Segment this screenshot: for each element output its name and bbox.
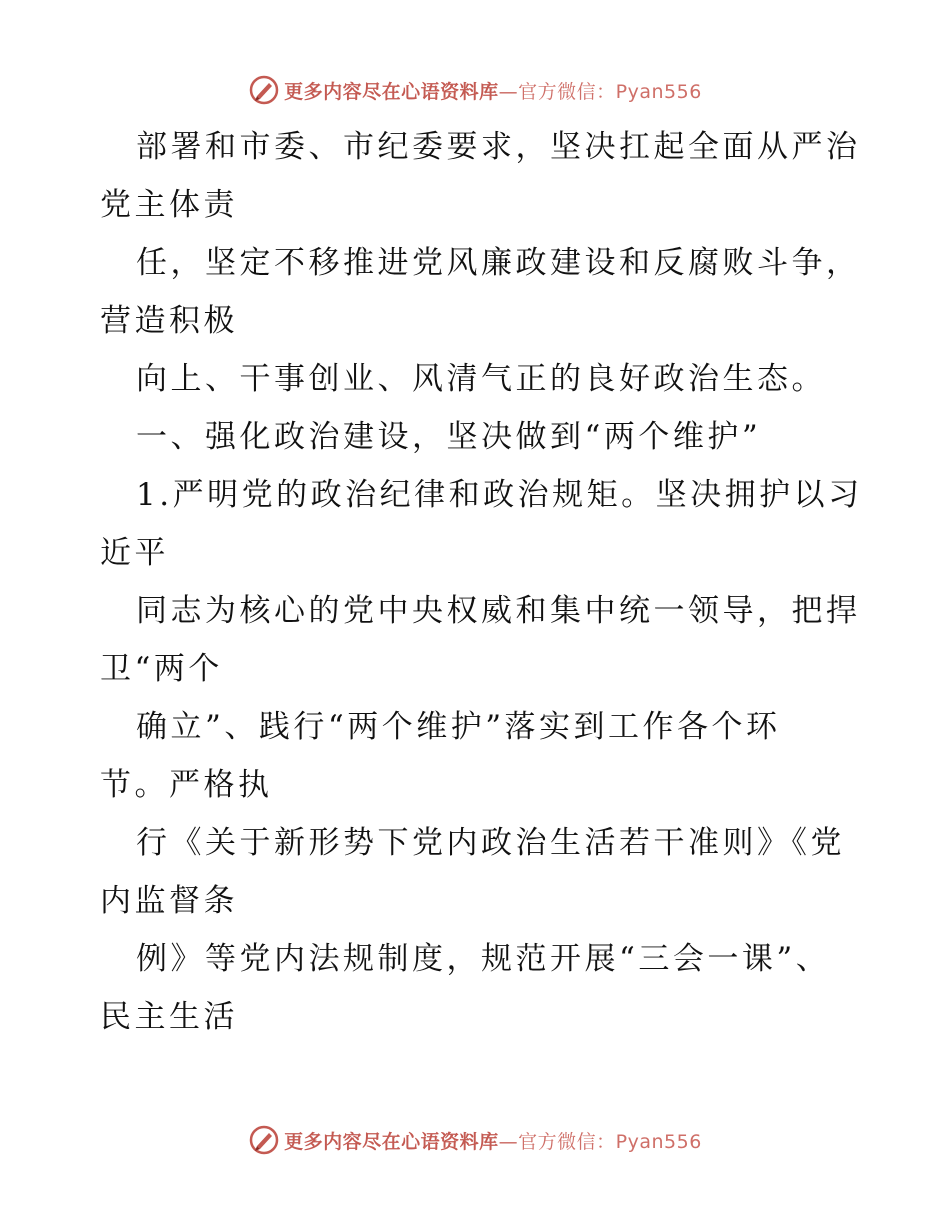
watermark-footer xyxy=(0,1120,950,1160)
text-line: 行《关于新形势下党内政治生活若干准则》《党 xyxy=(136,825,845,861)
text-line: 部署和市委、市纪委要求，坚决扛起全面从严治 xyxy=(136,129,861,165)
watermark-text xyxy=(284,77,702,104)
text-line: 营造积极 xyxy=(100,303,238,339)
logo-icon xyxy=(248,74,280,106)
watermark-separator: — xyxy=(498,1130,519,1153)
text-line: 近平 xyxy=(100,535,169,571)
watermark-text xyxy=(284,1127,702,1154)
text-line: 例》等党内法规制度，规范开展“三会一课”、 xyxy=(136,941,831,977)
text-line: 内监督条 xyxy=(100,883,238,919)
watermark-wechat: 官方微信：Pyan556 xyxy=(518,80,702,103)
watermark-main: 更多内容尽在心语资料库 xyxy=(284,80,499,103)
section-heading: 一、强化政治建设，坚决做到“两个维护” xyxy=(136,419,762,455)
text-line: 1.严明党的政治纪律和政治规矩。坚决拥护以习 xyxy=(136,477,863,513)
watermark-header xyxy=(0,70,950,110)
watermark-main: 更多内容尽在心语资料库 xyxy=(284,1130,499,1153)
text-line: 民主生活 xyxy=(100,999,238,1035)
text-line: 党主体责 xyxy=(100,187,238,223)
text-line: 确立”、践行“两个维护”落实到工作各个环 xyxy=(136,709,781,745)
text-line: 卫“两个 xyxy=(100,651,223,687)
watermark-wechat: 官方微信：Pyan556 xyxy=(518,1130,702,1153)
watermark-separator: — xyxy=(498,80,519,103)
text-line: 向上、干事创业、风清气正的良好政治生态。 xyxy=(136,361,826,397)
text-line: 节。严格执 xyxy=(100,767,273,803)
logo-icon xyxy=(248,1124,280,1156)
text-line: 同志为核心的党中央权威和集中统一领导，把捍 xyxy=(136,593,861,629)
text-line: 任，坚定不移推进党风廉政建设和反腐败斗争， xyxy=(136,245,861,281)
document-body xyxy=(100,118,863,1046)
